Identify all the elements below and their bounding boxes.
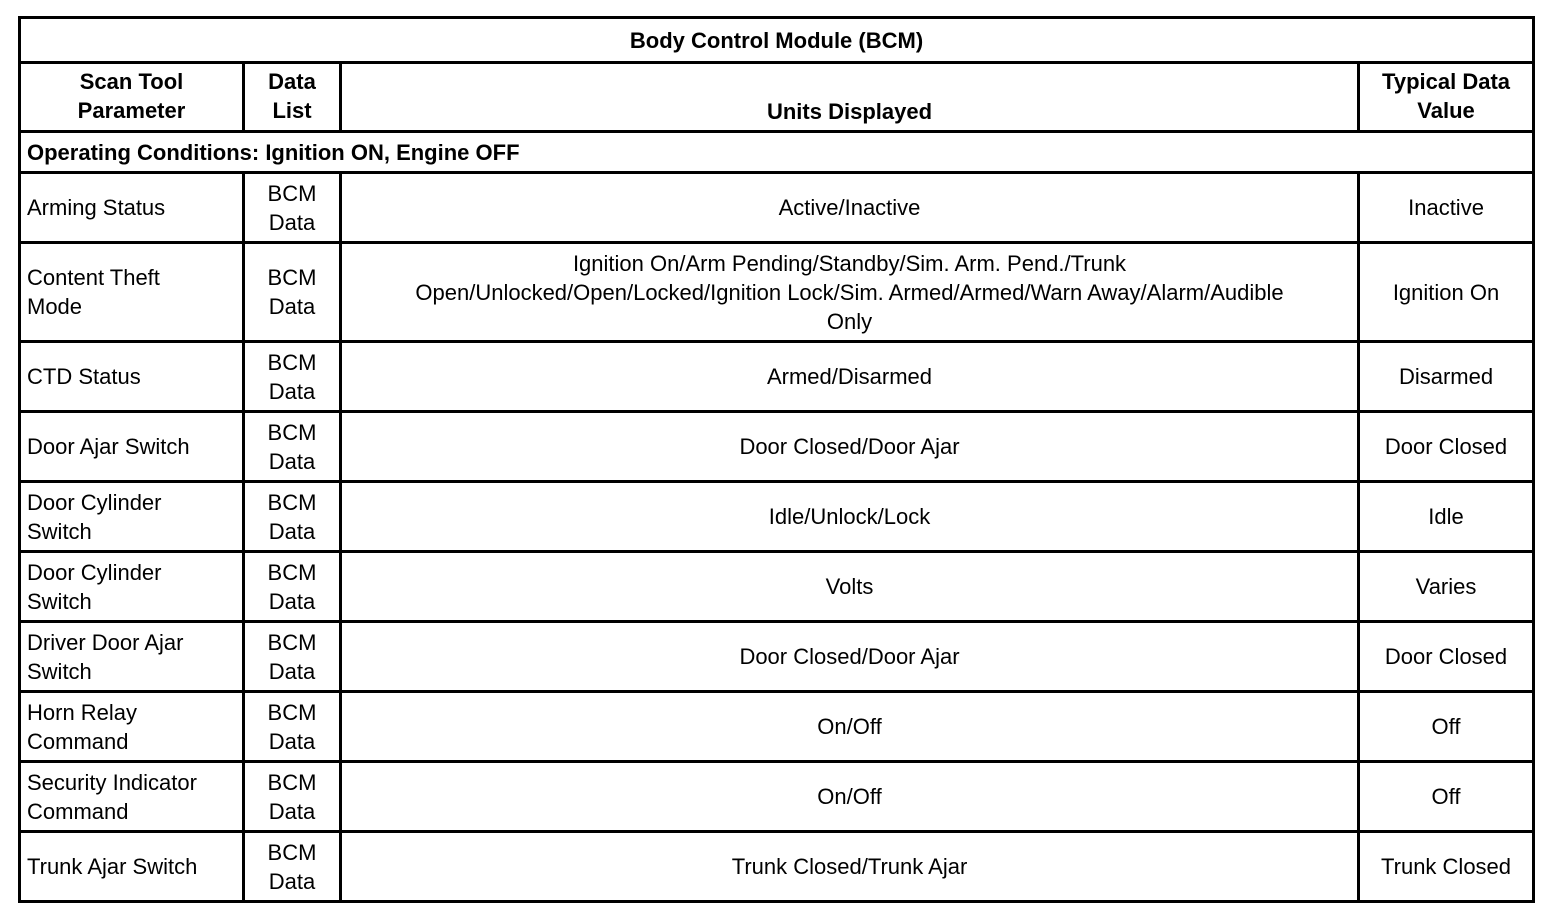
table-row [20,692,1534,762]
data-list-cell [244,692,341,762]
units-text: Only [826,308,873,334]
typical-value-cell [1359,622,1534,692]
units-text: Volts [825,574,874,599]
typical-value-text: Door Closed [1384,434,1508,459]
typical-value-text: Ignition On [1392,279,1500,305]
scan-tool-parameter-cell [20,552,244,622]
scan-tool-parameter-cell [20,762,244,832]
scan-tool-parameter-cell [20,692,244,762]
table-title: Body Control Module (BCM) [20,18,1534,63]
units-text: Idle/Unlock/Lock [768,504,931,529]
units-displayed-cell [341,832,1359,902]
parameter-text: Door Cylinder [27,489,162,515]
column-header-row [20,63,1534,132]
header-param-line1: Scan Tool [79,69,184,94]
units-displayed-cell [341,482,1359,552]
table-row [20,552,1534,622]
table-title-row [20,18,1534,63]
typical-value-text: Idle [1428,504,1464,529]
units-displayed-cell [341,342,1359,412]
typical-value-text: Varies [1415,574,1477,599]
data-list-text: BCM [267,265,317,290]
units-displayed-cell [341,552,1359,622]
typical-value-text: Trunk Closed [1381,854,1512,879]
data-list-text: Data [268,588,316,614]
parameter-text: Switch [27,518,92,544]
typical-value-text: Door Closed [1384,644,1508,669]
typical-value-cell [1359,173,1534,243]
header-data-list [244,63,341,132]
units-text: Ignition On/Arm Pending/Standby/Sim. Arm. Pend./Trunk [572,250,1127,276]
scan-tool-parameter-cell [20,622,244,692]
parameter-text: CTD Status [27,364,141,389]
header-units-displayed: Units Displayed [341,63,1359,132]
parameter-text: Content Theft [27,265,160,290]
header-scan-tool-parameter [20,63,244,132]
parameter-text: Switch [27,658,92,684]
data-list-text: Data [268,728,316,754]
scan-tool-parameter-cell [20,173,244,243]
data-list-cell [244,832,341,902]
data-list-cell [244,342,341,412]
data-list-text: BCM [267,489,317,515]
typical-value-cell [1359,692,1534,762]
data-list-cell [244,173,341,243]
parameter-text: Mode [27,294,83,319]
data-list-text: BCM [267,180,317,206]
units-displayed-cell [341,622,1359,692]
units-displayed-cell [341,412,1359,482]
units-text: Door Closed/Door Ajar [739,434,960,459]
bcm-data-table [18,16,1535,903]
typical-value-cell [1359,243,1534,342]
table-row [20,243,1534,342]
data-list-text: Data [268,294,316,319]
table-row [20,342,1534,412]
units-displayed-cell [341,173,1359,243]
data-list-text: Data [268,378,316,404]
data-list-text: BCM [267,559,317,585]
units-displayed-cell [341,692,1359,762]
scan-tool-parameter-cell [20,832,244,902]
table-row [20,412,1534,482]
parameter-text: Horn Relay [27,699,138,725]
data-list-cell [244,552,341,622]
parameter-text: Switch [27,588,92,614]
scan-tool-parameter-cell [20,243,244,342]
header-value-line2: Value [1417,98,1475,123]
units-text: Armed/Disarmed [766,364,933,389]
units-displayed-cell [341,762,1359,832]
units-text: On/Off [817,714,882,739]
header-param-line2: Parameter [77,98,186,123]
scan-tool-parameter-cell [20,482,244,552]
units-text: Open/Unlocked/Open/Locked/Ignition Lock/Sim. Armed/Armed/Warn Away/Alarm/Audible [415,279,1284,305]
parameter-text: Trunk Ajar Switch [27,854,198,879]
parameter-text: Command [27,728,129,754]
header-typical-data-value [1359,63,1534,132]
data-list-text: BCM [267,839,317,865]
units-text: Trunk Closed/Trunk Ajar [731,854,968,879]
typical-value-cell [1359,552,1534,622]
parameter-text: Security Indicator [27,769,197,795]
operating-conditions-row [20,132,1534,173]
data-list-cell [244,622,341,692]
table-row [20,762,1534,832]
parameter-text: Door Cylinder [27,559,162,585]
parameter-text: Arming Status [27,195,166,220]
parameter-text: Door Ajar Switch [27,434,190,459]
data-list-text: Data [268,518,316,544]
parameter-text: Command [27,798,129,824]
table-row [20,173,1534,243]
scan-tool-parameter-cell [20,412,244,482]
data-list-cell [244,243,341,342]
typical-value-text: Off [1431,714,1461,739]
data-list-cell [244,412,341,482]
data-list-text: Data [268,658,316,684]
header-value-line1: Typical Data [1382,69,1511,94]
data-list-text: BCM [267,629,317,655]
typical-value-cell [1359,482,1534,552]
table-row [20,832,1534,902]
data-list-text: BCM [267,419,317,445]
typical-value-text: Disarmed [1398,364,1494,389]
typical-value-text: Inactive [1408,195,1484,220]
typical-value-cell [1359,412,1534,482]
units-text: On/Off [817,784,882,809]
data-list-cell [244,762,341,832]
scan-tool-parameter-cell [20,342,244,412]
units-text: Door Closed/Door Ajar [739,644,960,669]
data-list-text: Data [268,448,316,474]
typical-value-cell [1359,762,1534,832]
table-row [20,482,1534,552]
units-displayed-cell [341,243,1359,342]
header-list-line1: Data [268,69,316,94]
header-list-line2: List [272,98,312,123]
data-list-text: Data [268,209,316,235]
table-row [20,622,1534,692]
data-list-text: BCM [267,699,317,725]
typical-value-cell [1359,832,1534,902]
data-list-text: Data [268,868,316,894]
data-list-text: BCM [267,349,317,375]
table-body [20,173,1534,902]
units-text: Active/Inactive [778,195,921,220]
typical-value-cell [1359,342,1534,412]
typical-value-text: Off [1431,784,1461,809]
data-list-cell [244,482,341,552]
parameter-text: Driver Door Ajar [27,629,184,655]
operating-conditions: Operating Conditions: Ignition ON, Engine OFF [20,132,1534,173]
data-list-text: BCM [267,769,317,795]
data-list-text: Data [268,798,316,824]
